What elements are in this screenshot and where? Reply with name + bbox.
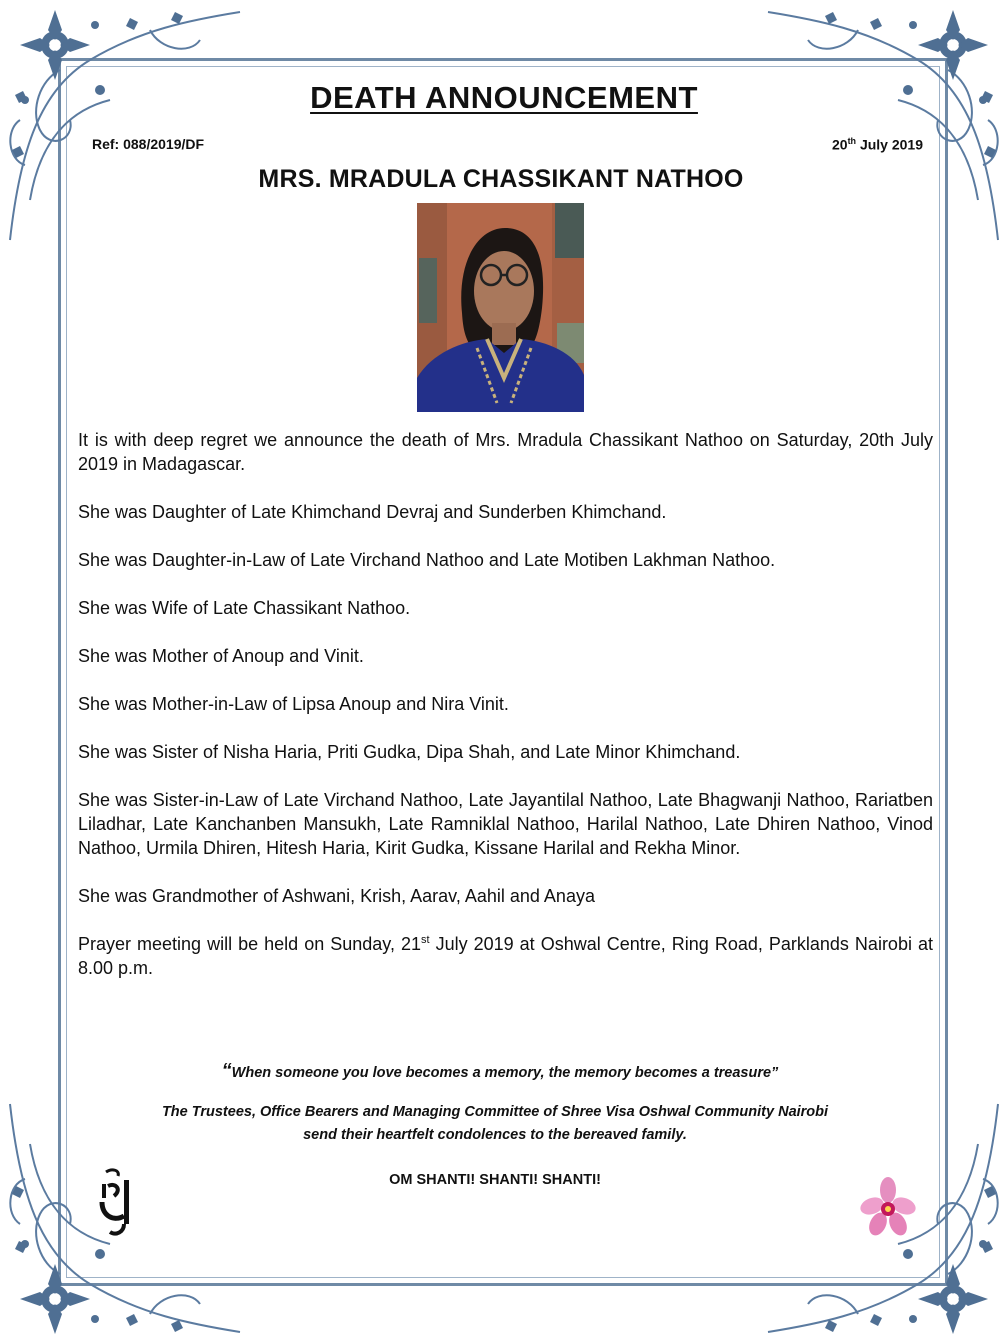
paragraph-mother-of: She was Mother of Anoup and Vinit.: [78, 646, 364, 666]
paragraph-daughter-in-law: She was Daughter-in-Law of Late Virchand Nathoo and Late Motiben Lakhman Nathoo.: [78, 550, 776, 570]
orchid-flower-icon: [860, 1176, 916, 1238]
om-shanti-text: OM SHANTI! SHANTI! SHANTI!: [389, 1172, 601, 1188]
paragraph-daughter-of: She was Daughter of Late Khimchand Devraj and Sunderben Khimchand.: [78, 502, 667, 522]
paragraph-prayer-meeting: Prayer meeting will be held on Sunday, 21st July 2019 at Oshwal Centre, Ring Road, Parklands Nairobi at 8.00 p.m.: [78, 934, 933, 978]
memorial-quote: “When someone you love becomes a memory, the memory becomes a treasure”: [221, 1060, 779, 1082]
jain-symbol-icon: [98, 1166, 134, 1238]
paragraph-death-notice: It is with deep regret we announce the death of Mrs. Mradula Chassikant Nathoo on Saturday, 20th July 2019 in Madagascar.: [78, 430, 933, 474]
announcement-date: 20th July 2019: [831, 136, 923, 153]
condolence-line-2: send their heartfelt condolences to the bereaved family.: [303, 1127, 687, 1143]
condolence-line-1: The Trustees, Office Bearers and Managing Committee of Shree Visa Oshwal Community Nairobi: [161, 1104, 829, 1120]
floral-corner-ornament: [0, 0, 250, 250]
portrait-photo: [417, 203, 584, 412]
paragraph-wife-of: She was Wife of Late Chassikant Nathoo.: [78, 598, 411, 618]
paragraph-grandmother-of: She was Grandmother of Ashwani, Krish, Aarav, Aahil and Anaya: [78, 886, 595, 906]
floral-corner-ornament: [758, 0, 1008, 250]
paragraph-sister-of: She was Sister of Nisha Haria, Priti Gudka, Dipa Shah, and Late Minor Khimchand.: [78, 742, 741, 762]
reference-number: Ref: 088/2019/DF: [92, 136, 205, 152]
paragraph-mother-in-law: She was Mother-in-Law of Lipsa Anoup and Nira Vinit.: [78, 694, 509, 714]
deceased-name: MRS. MRADULA CHASSIKANT NATHOO: [258, 165, 744, 193]
page-title: DEATH ANNOUNCEMENT: [310, 80, 698, 115]
announcement-body: [78, 428, 933, 1004]
condolence-message: [0, 1101, 990, 1147]
paragraph-sister-in-law: She was Sister-in-Law of Late Virchand Nathoo, Late Jayantilal Nathoo, Late Bhagwanji Nathoo, Rariatben Liladhar, Late Kanchanben Mansukh, Late Ramniklal Nathoo, Harilal Nathoo, Late Dhiren Nathoo, Vinod Nathoo, Urmila Dhiren, Hitesh Haria, Kirit Gudka, Kissane Harilal and Rekha Minor.: [78, 790, 933, 858]
